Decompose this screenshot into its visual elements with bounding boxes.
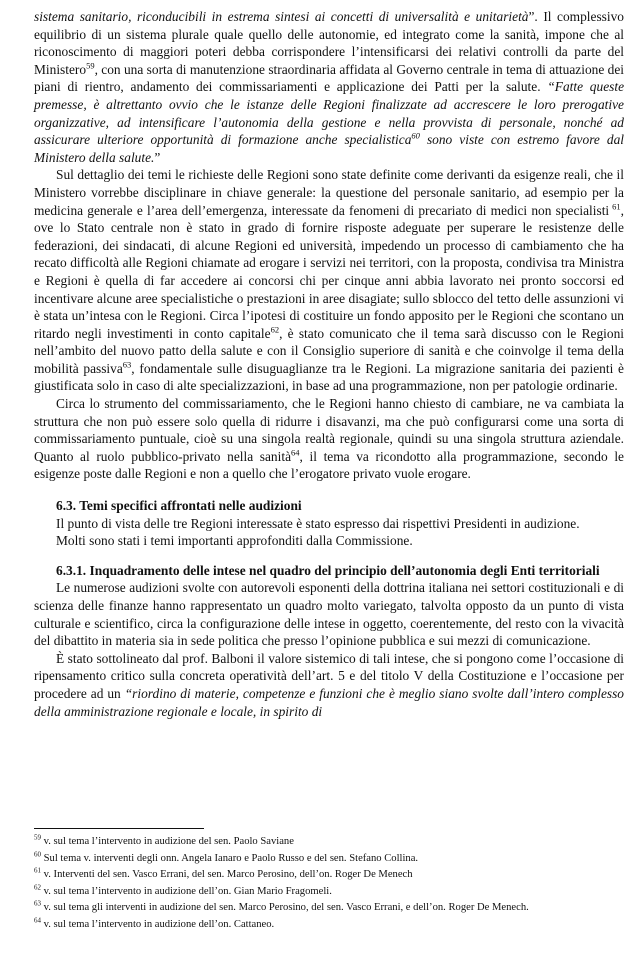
footnote-number: 59 [34, 833, 41, 842]
footnote-number: 60 [34, 849, 41, 858]
text-run: Sul dettaglio dei temi le richieste delle Regioni sono state definite come derivanti da esigenze reali, che il Ministero vorrebbe disciplinare in chiave generale: la questione del personale sanitario, ad esempio per la medicina generale e l’area dell’emergenza, interessate da fenomeni di precariato di medici non specialisti [34, 167, 624, 218]
text-run: , fondamentale sulle disuguaglianze tra le Regioni. La migrazione sanitaria dei pazienti è giustificata solo in caso di alte specializzazioni, in base ad una programmazione, non per patologie ordinarie. [34, 360, 624, 394]
quote-text: sono viste con estremo favore dal Ministero della salute. [34, 132, 624, 165]
text-run: È stato sottolineato dal prof. Balboni il valore sistemico di tali intese, che si pongono come l’occasione di ripensamento critico sulla concreta operatività dell’art. 5 e del titolo V della Costituzione e l’occasione per procedere ad un [34, 650, 624, 701]
text-run: Circa lo strumento del commissariamento, che le Regioni hanno chiesto di cambiare, ne va cambiata la struttura che non può essere solo quella di ridurre i disavanzi, ma che può configurarsi come una sorta di commissariamento puntuale, cioè su una singola realtà regionale, quindi su una singola struttura aziendale. Quanto al ruolo pubblico-privato nella sanità [34, 396, 624, 464]
footnote-ref-62[interactable]: 62 [270, 324, 280, 335]
footnote-62 [34, 884, 624, 901]
text-run: ”. Il complessivo equilibrio di un sistema plurale quale quello delle autonomie, ed integrato come la sanità, impone che al riconoscimento di maggiori poteri debba corrispondere l’intensificarsi dei relativi controlli da parte del Ministero [34, 9, 624, 77]
footnote-number: 64 [34, 915, 41, 924]
quote-text: “Fatte queste premesse, è altrettanto ovvio che le istanze delle Regioni finalizzate ad accrescere le loro prerogative organizzative, ad intensificare l’autonomia della gestione e nella provvista di personale, nonché ad assicurare ulteriore opportunità di formazione anche specialistica [34, 79, 625, 148]
quote-text: “riordino di materie, competenze e funzioni che è meglio siano svolte dall’intero complesso della amministrazione regionale e locale, in spirito di [34, 685, 625, 719]
text-run: , il tema va ricondotto alla programmazione, secondo le esigenze poste dalle Regioni e non a quello che l’erogatore privato vuole erogare. [34, 448, 624, 482]
footnote-ref-63[interactable]: 63 [122, 359, 132, 370]
quote-text: sistema sanitario, riconducibili in estrema sintesi ai concetti di universalità e unitarietà [34, 9, 529, 24]
footnote-number: 61 [34, 866, 41, 875]
body-text [34, 8, 624, 720]
footnote-60 [34, 851, 624, 868]
footnote-ref-61[interactable]: 61 [609, 201, 621, 212]
paragraph-2 [34, 166, 624, 395]
paragraph-6-3-2: Molti sono stati i temi importanti approfonditi dalla Commissione. [56, 533, 413, 549]
footnote-ref-60[interactable]: 60 [411, 130, 420, 141]
paragraph-6-3-1-a: Le numerose audizioni svolte con autorevoli esponenti della dottrina italiana nei settori costituzionali e di scienza delle finanze hanno rappresentato un quadro molto variegato, talvolta opposto da un punto di vista culturale e scientifico, circa la configurazione delle intese in oggetto, coerentemente, del resto con la vivacità del dibattito in materia sia in sede politica che presso l’opinione pubblica e sui mezzi di comunicazione. [34, 580, 624, 649]
paragraph-6-3-1: Il punto di vista delle tre Regioni interessate è stato espresso dai rispettivi Presidenti in audizione. [56, 515, 580, 531]
paragraph-6-3-1-b [34, 650, 624, 720]
footnote-text: v. sul tema l’intervento in audizione del sen. Paolo Saviane [41, 836, 294, 847]
footnote-number: 62 [34, 882, 41, 891]
text-run: ” [154, 149, 161, 165]
paragraph-1 [34, 8, 624, 166]
section-heading-6-3-1: 6.3.1. Inquadramento delle intese nel quadro del principio dell’autonomia degli Enti territoriali [56, 562, 600, 578]
footnote-number: 63 [34, 899, 41, 908]
footnote-59 [34, 834, 624, 851]
text-run: , con una sorta di manutenzione straordinaria affidata al Governo centrale in tema di attuazione dei piani di rientro, andamento dei commissariamenti e applicazione dei Patti per la salute. [34, 61, 624, 95]
footnotes [34, 828, 624, 933]
footnote-text: v. sul tema gli interventi in audizione del sen. Marco Perosino, del sen. Vasco Errani, e dell’on. Roger De Menech. [41, 902, 529, 913]
footnote-ref-64[interactable]: 64 [291, 447, 300, 458]
text-run: , ove lo Stato centrale non è stato in grado di fornire risposte adeguate per superare le resistenze delle federazioni, dei sindacati, di alcune Regioni ed università, impedendo un processo di cambiamento che ha recato difficoltà alle Regioni chiamate ad erogare i servizi nei territori, con la proposta, condivisa tra Ministra e Regioni è quella di far accedere ai concorsi chi per cinque anni abbia lavorato nei pronto soccorsi ed incentivare alcune aree specialistiche o prestazioni in aree disagiate; sullo sblocco del tetto delle assunzioni vi è stata un’intesa con le Regioni. Circa l’ipotesi di costituire un fondo apposito per le Regioni che scontano un ritardo negli investimenti in conto capitale [34, 202, 624, 341]
footnote-64 [34, 917, 624, 934]
footnote-text: v. Interventi del sen. Vasco Errani, del sen. Marco Perosino, dell’on. Roger De Menech [41, 869, 413, 880]
footnote-text: v. sul tema l’intervento in audizione dell’on. Gian Mario Fragomeli. [41, 885, 332, 897]
footnote-separator [34, 828, 204, 829]
footnote-ref-59[interactable]: 59 [86, 60, 95, 71]
footnote-text: v. sul tema l’intervento in audizione dell’on. Cattaneo. [41, 918, 275, 930]
section-heading-6-3: 6.3. Temi specifici affrontati nelle audizioni [56, 498, 302, 514]
footnote-63 [34, 900, 624, 917]
footnote-61 [34, 867, 624, 884]
footnote-text: Sul tema v. interventi degli onn. Angela Ianaro e Paolo Russo e del sen. Stefano Collina. [41, 852, 419, 864]
text-run: , è stato comunicato che il tema sarà discusso con le Regioni nell’ambito del nuovo patto della salute e con il Consiglio superiore di sanità e che coinvolge il tema della mobilità passiva [34, 325, 624, 376]
paragraph-3 [34, 395, 624, 483]
